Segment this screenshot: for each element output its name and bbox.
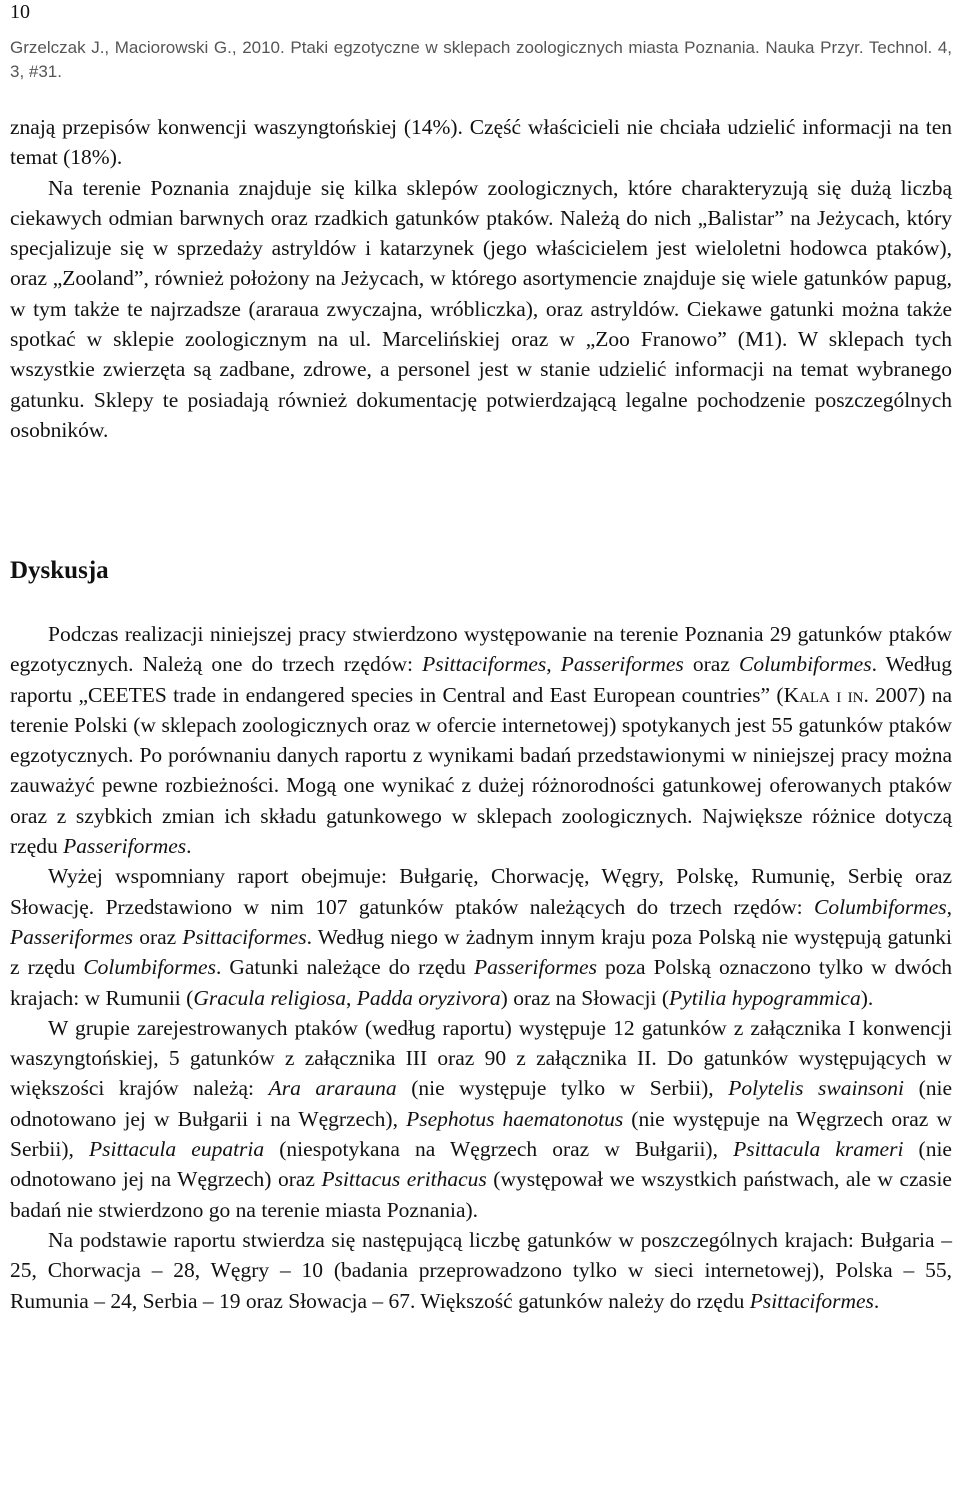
results-continuation <box>10 112 952 445</box>
text-run: . <box>186 834 192 859</box>
text-run: (nie odnotowano jej w Bułgarii i na Węgrzech), <box>10 1076 953 1131</box>
taxon-name: Passeriformes <box>560 652 684 677</box>
text-run: Wyżej wspomniany raport obejmuje: Bułgarię, Chorwację, Węgry, Polskę, Rumunię, Serbię oraz Słowację. Przedstawiono w nim 107 gatunków ptaków należących do trzech rzędów: <box>10 864 952 919</box>
text-run: ). <box>860 985 874 1010</box>
taxon-name: Columbiformes <box>814 894 947 919</box>
text-run: 2007) na terenie Polski (w sklepach zoologicznych oraz w ofercie internetowej) spotykanych jest 55 gatunków ptaków egzotycznych. Po porównaniu danych raportu z wynikami badań przedstawionymi w niniejszej pracy można zauważyć pewne rozbieżności. Mogą one wynikać z dużej różnorodności gatunkowej oferowanych ptaków oraz z szybkich zmian ich składu gatunkowego w sklepach zoologicznych. Największe różnice dotyczą rzędu <box>10 682 952 859</box>
text-run: W grupie zarejestrowanych ptaków (według raportu) występuje 12 gatunków z załącznika I konwencji waszyngtońskiej, 5 gatunków z załącznika III oraz 90 z załącznika II. Do gatunków występujących w większości krajów należą: <box>10 1015 952 1101</box>
text-run: . Gatunki należące do rzędu <box>215 955 474 980</box>
species-name: Polytelis swainsoni <box>728 1076 905 1101</box>
text-run: (nie odnotowano jej na Węgrzech) oraz <box>10 1137 952 1192</box>
species-name: Gracula religiosa <box>193 985 346 1010</box>
taxon-name: Psittaciformes <box>422 652 547 677</box>
taxon-name: Columbiformes <box>83 955 216 980</box>
page-number: 10 <box>10 1 30 23</box>
text-run: . <box>873 1288 880 1313</box>
section-heading: Dyskusja <box>10 557 109 584</box>
paragraph <box>10 1013 952 1225</box>
text-run: oraz <box>683 652 739 677</box>
paragraph <box>10 619 952 861</box>
author-citation: Kala i in. <box>783 682 869 707</box>
text-run: (występował we wszystkich państwach, ale w czasie badań nie stwierdzono go na terenie miasta Poznania). <box>10 1167 952 1222</box>
species-name: Ara ararauna <box>268 1076 397 1101</box>
text-run: (nie występuje tylko w Serbii), <box>396 1076 729 1101</box>
discussion-section <box>10 619 952 1316</box>
species-name: Psittacula eupatria <box>89 1137 265 1162</box>
species-name: Psittacula krameri <box>733 1137 904 1162</box>
species-name: Psephotus haematonotus <box>406 1106 624 1131</box>
text-run: (nie występuje na Węgrzech oraz w Serbii), <box>10 1106 952 1162</box>
taxon-name: Passeriformes <box>10 924 134 949</box>
paragraph: Na terenie Poznania znajduje się kilka sklepów zoologicznych, które charakteryzują się dużą liczbą ciekawych odmian barwnych oraz rzadkich gatunków ptaków. Należą do nich „Balistar” na Jeżycach, który specjalizuje się w sprzedaży astryldów i katarzynek (jego właścicielem jest wieloletni hodowca ptaków), oraz „Zooland”, również położony na Jeżycach, w którego asortymencie znajduje się wiele gatunków papug, w tym także te najrzadsze (araraua zwyczajna, wróbliczka), oraz astryldów. Ciekawe gatunki można także spotkać w sklepie zoologicznym na ul. Marcelińskiej oraz w „Zoo Franowo” (M1). W sklepach tych wszystkie zwierzęta są zadbane, zdrowe, a personel jest w stanie udzielić informacji na temat wybranego gatunku. Sklepy te posiadają również dokumentację potwierdzającą legalne pochodzenie poszczególnych osobników. <box>10 175 952 442</box>
text-run: poza Polską oznaczono tylko w dwóch krajach: w Rumunii ( <box>10 955 953 1010</box>
text-run: Podczas realizacji niniejszej pracy stwierdzono występowanie na terenie Poznania 29 gatunków ptaków egzotycznych. Należą one do trzech rzędów: <box>10 622 952 677</box>
text-run: . Według niego w żadnym innym kraju poza Polską nie występują gatunki z rzędu <box>10 924 953 980</box>
citation-header: Grzelczak J., Maciorowski G., 2010. Ptaki egzotyczne w sklepach zoologicznych miasta Poznania. Nauka Przyr. Technol. 4, 3, #31. <box>10 38 952 81</box>
species-name: Pytilia hypogrammica <box>669 985 861 1010</box>
text-run: , <box>346 985 357 1010</box>
paragraph: znają przepisów konwencji waszyngtońskiej (14%). Część właścicieli nie chciała udzielić informacji na ten temat (18%). <box>10 115 952 170</box>
paragraph <box>10 1225 952 1316</box>
species-name: Padda oryzivora <box>356 985 501 1010</box>
text-run: . Według raportu „CEETES trade in endangered species in Central and East European countries” ( <box>10 652 952 707</box>
text-run: (niespotykana na Węgrzech oraz w Bułgarii), <box>264 1137 734 1162</box>
text-run: oraz <box>133 924 183 949</box>
taxon-name: Psittaciformes <box>749 1288 874 1313</box>
taxon-name: Psittaciformes <box>182 924 307 949</box>
taxon-name: Passeriformes <box>63 834 187 859</box>
paragraph <box>10 861 952 1012</box>
text-run: , <box>546 652 561 677</box>
text-run: Na podstawie raportu stwierdza się następującą liczbę gatunków w poszczególnych krajach: Bułgaria – 25, Chorwacja – 28, Węgry – 10 (badania przeprowadzono tylko w sieci internetowej), Polska – 55, Rumunia – 24, Serbia – 19 oraz Słowacja – 67. Większość gatunków należy do rzędu <box>10 1227 952 1313</box>
species-name: Psittacus erithacus <box>321 1167 487 1192</box>
text-run: , <box>946 894 952 919</box>
taxon-name: Columbiformes <box>738 652 872 677</box>
text-run: ) oraz na Słowacji ( <box>500 985 670 1010</box>
taxon-name: Passeriformes <box>473 955 597 980</box>
